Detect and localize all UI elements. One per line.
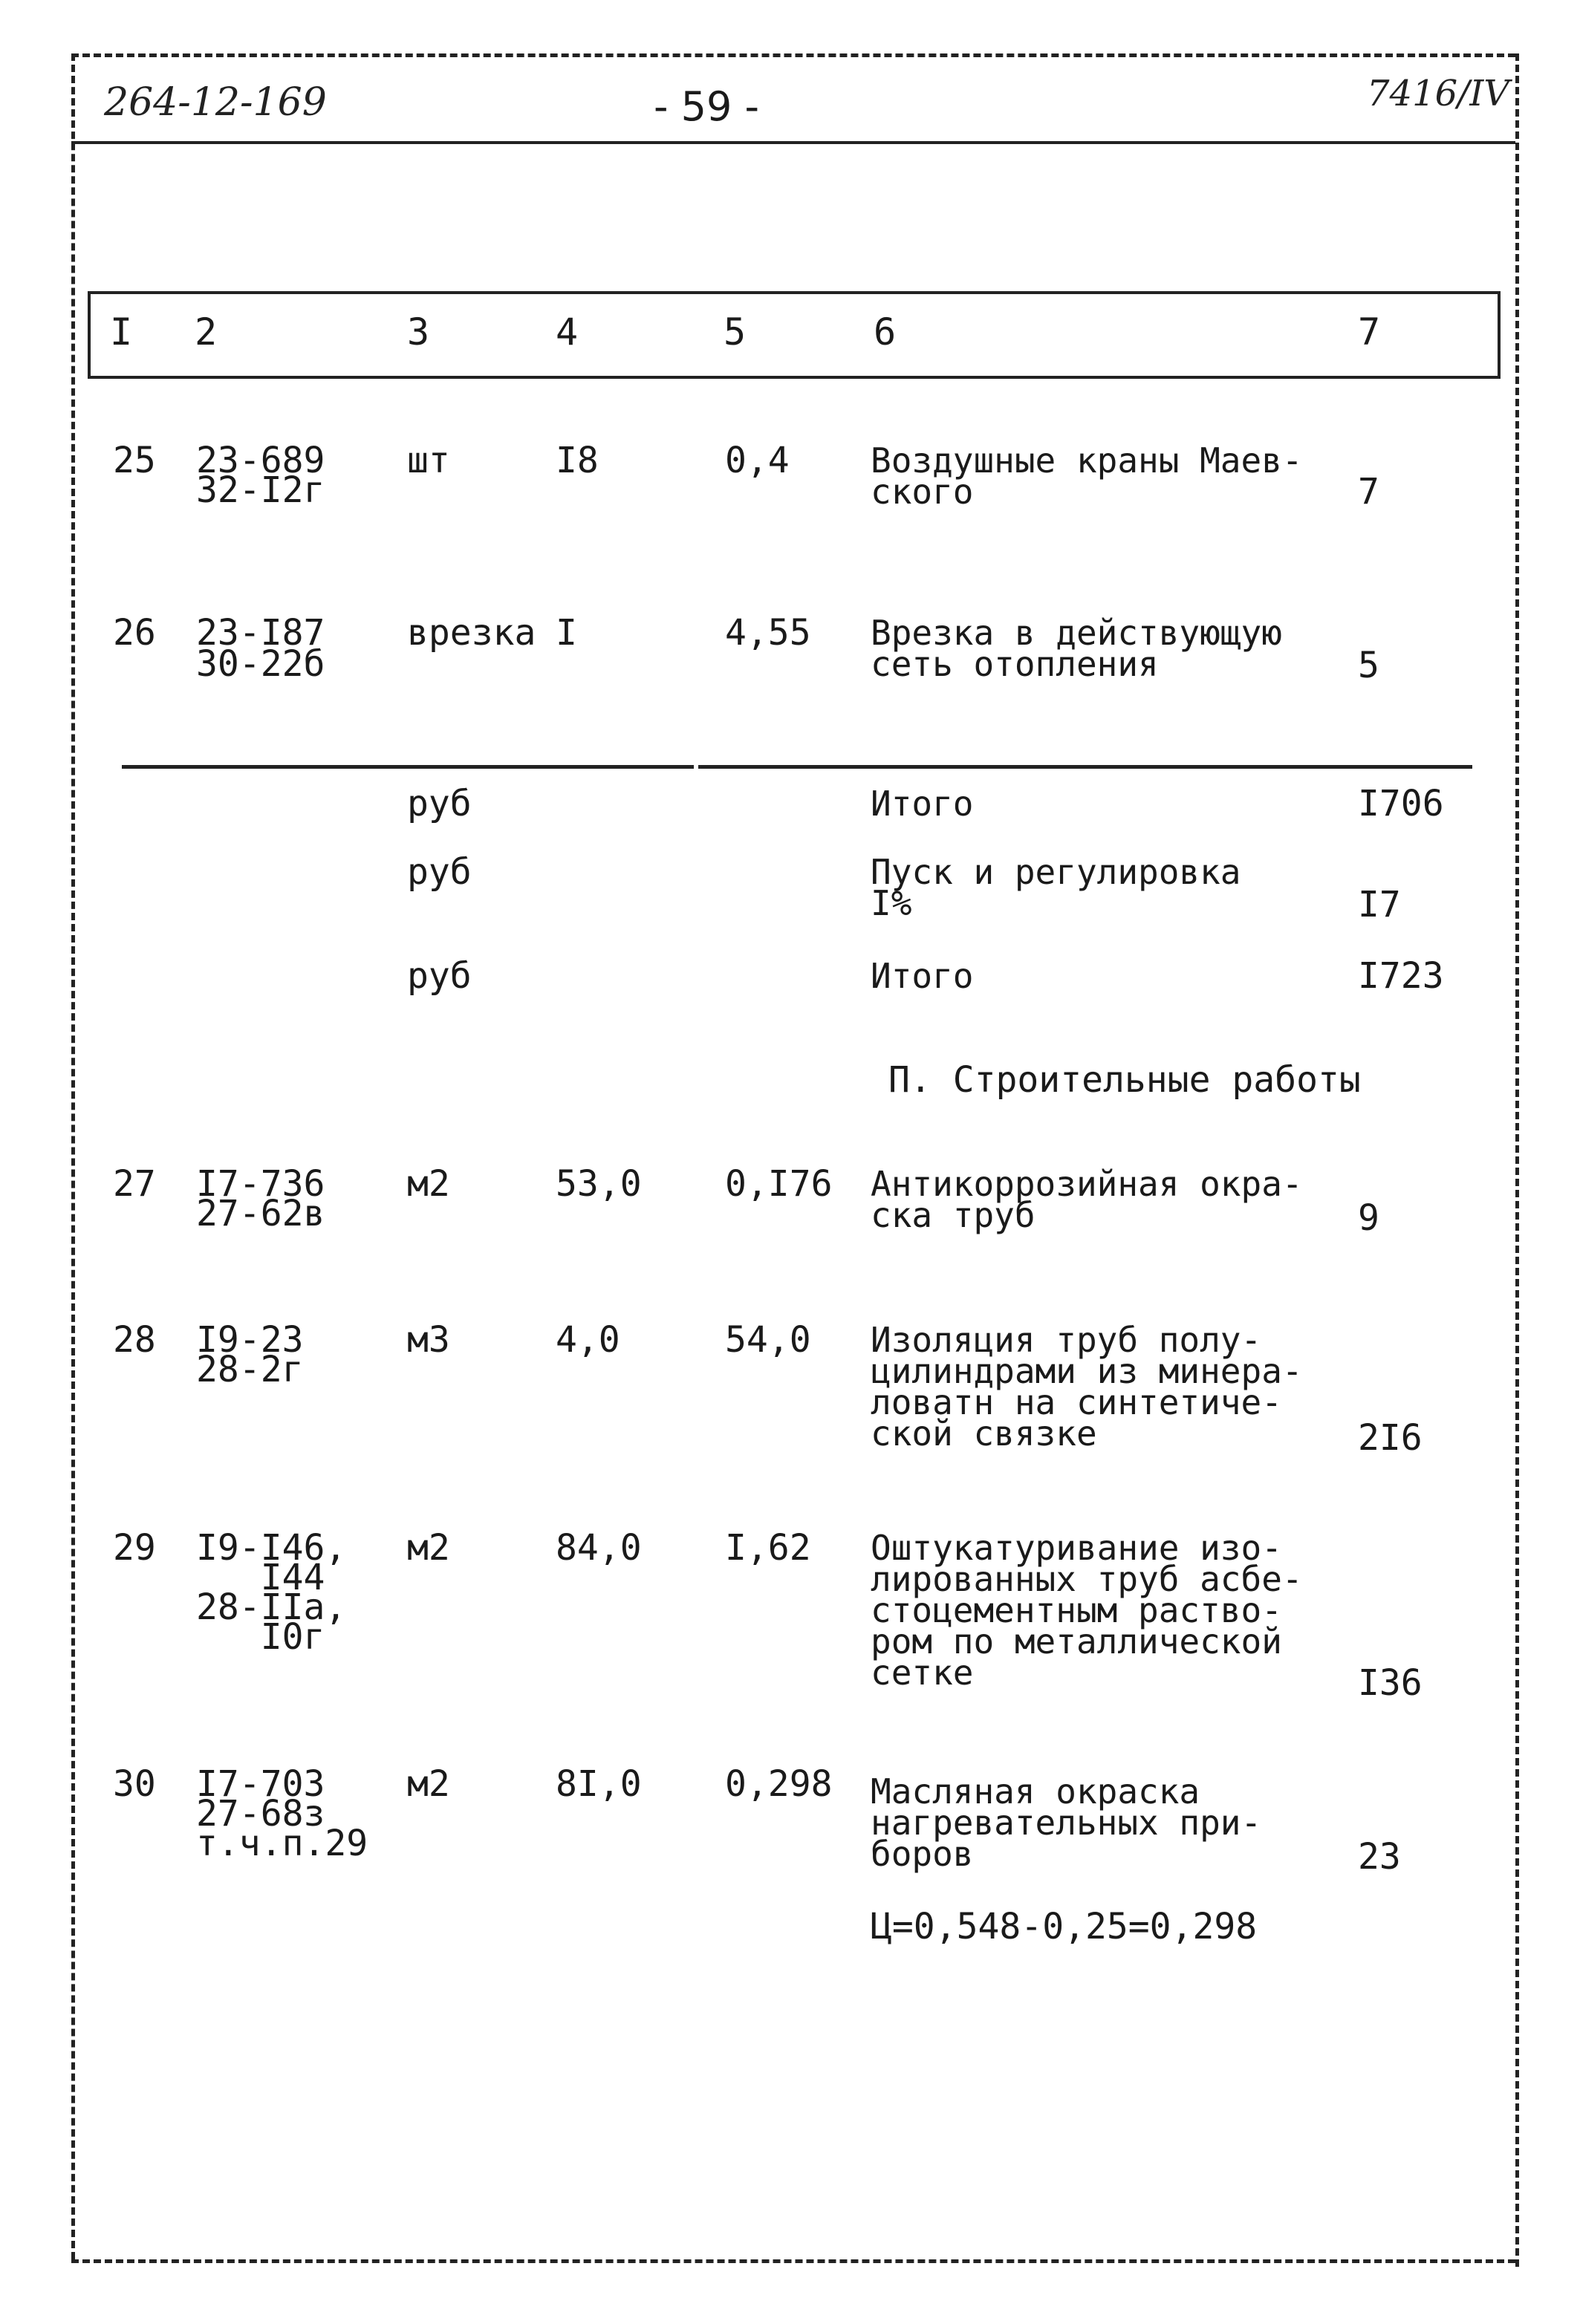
row-number: 26 bbox=[113, 612, 156, 654]
frame-border-right bbox=[1515, 53, 1519, 2267]
row-number: 30 bbox=[113, 1763, 156, 1805]
row-description: боров bbox=[871, 1834, 974, 1874]
row-number: 28 bbox=[113, 1319, 156, 1361]
row-description: ской связке bbox=[871, 1413, 1097, 1454]
row-price: I,62 bbox=[725, 1527, 811, 1569]
column-header: 3 bbox=[407, 310, 430, 354]
row-price: 0,I76 bbox=[725, 1163, 833, 1205]
row-code: I9-23 bbox=[196, 1319, 304, 1361]
row-quantity: 4,0 bbox=[556, 1319, 620, 1361]
frame-border-bottom bbox=[71, 2259, 1515, 2263]
row-code: I7-703 bbox=[196, 1763, 325, 1805]
column-header: 2 bbox=[195, 310, 218, 354]
column-header: 6 bbox=[874, 310, 897, 354]
row-price: 0,4 bbox=[725, 440, 790, 481]
row-quantity: I bbox=[556, 612, 577, 654]
row-quantity: 8I,0 bbox=[556, 1763, 642, 1805]
summary-unit: руб bbox=[407, 955, 472, 997]
row-code: 30-22б bbox=[196, 643, 325, 685]
row-description: стоцементным раство- bbox=[871, 1590, 1282, 1630]
section-separator bbox=[698, 765, 1472, 769]
column-header-box bbox=[88, 291, 1501, 379]
row-description: ска труб bbox=[871, 1195, 1036, 1235]
row-code: 28-2г bbox=[196, 1349, 304, 1390]
doc-code: 264-12-169 bbox=[104, 80, 327, 125]
row-description: Врезка в действующую bbox=[871, 613, 1282, 653]
row-description: Масляная окраска bbox=[871, 1771, 1200, 1812]
summary-unit: руб bbox=[407, 851, 472, 893]
header-rule bbox=[71, 141, 1515, 144]
summary-value: I723 bbox=[1358, 955, 1444, 997]
page-number: - 59 - bbox=[654, 83, 760, 130]
row-unit: м3 bbox=[407, 1319, 450, 1361]
row-code: 23-689 bbox=[196, 440, 325, 481]
row-total: 2I6 bbox=[1358, 1417, 1423, 1459]
row-code: 27-68з bbox=[196, 1793, 325, 1835]
row-quantity: 53,0 bbox=[556, 1163, 642, 1205]
column-header: I bbox=[110, 310, 133, 354]
row-description: ром по металлической bbox=[871, 1621, 1282, 1661]
row-total: 9 bbox=[1358, 1197, 1379, 1239]
summary-label: Пуск и регулировка bbox=[871, 852, 1241, 892]
row-unit: м2 bbox=[407, 1163, 450, 1205]
row-description: Оштукатуривание изо- bbox=[871, 1528, 1282, 1568]
sheet-code: 7416/IV bbox=[1367, 73, 1509, 114]
row-number: 29 bbox=[113, 1527, 156, 1569]
row-code: т.ч.п.29 bbox=[196, 1823, 368, 1864]
row-total: 23 bbox=[1358, 1836, 1401, 1878]
row-code: 32-I2г bbox=[196, 469, 325, 511]
row-description: сетке bbox=[871, 1653, 974, 1693]
row-code: 23-I87 bbox=[196, 612, 325, 654]
row-code: I9-I46, bbox=[196, 1527, 347, 1569]
section-separator bbox=[122, 765, 694, 769]
frame-border-top bbox=[71, 53, 1515, 57]
row-code: I44 bbox=[196, 1557, 325, 1598]
row-unit: м2 bbox=[407, 1527, 450, 1569]
row-description: ского bbox=[871, 472, 974, 512]
summary-label: I% bbox=[871, 883, 912, 923]
row-description: Воздушные краны Маев- bbox=[871, 440, 1303, 481]
column-header: 4 bbox=[556, 310, 579, 354]
summary-value: I7 bbox=[1358, 884, 1401, 925]
row-unit: шт bbox=[407, 440, 450, 481]
column-header: 5 bbox=[724, 310, 747, 354]
row-price: 4,55 bbox=[725, 612, 811, 654]
row-description: Изоляция труб полу- bbox=[871, 1320, 1262, 1360]
summary-label: Итого bbox=[871, 956, 974, 996]
row-total: I36 bbox=[1358, 1662, 1423, 1704]
summary-value: I706 bbox=[1358, 783, 1444, 824]
row-code: 27-62в bbox=[196, 1193, 325, 1234]
summary-label: Итого bbox=[871, 784, 974, 824]
price-formula: Ц=0,548-0,25=0,298 bbox=[871, 1906, 1258, 1947]
row-total: 7 bbox=[1358, 471, 1379, 512]
row-price: 0,298 bbox=[725, 1763, 833, 1805]
row-quantity: I8 bbox=[556, 440, 599, 481]
row-unit: врезка bbox=[407, 612, 536, 654]
row-description: сеть отопления bbox=[871, 644, 1159, 684]
summary-unit: руб bbox=[407, 783, 472, 824]
row-number: 27 bbox=[113, 1163, 156, 1205]
row-code: 28-IIa, bbox=[196, 1586, 347, 1628]
row-description: ловатн на синтетиче- bbox=[871, 1382, 1282, 1422]
row-description: Антикоррозийная окра- bbox=[871, 1164, 1303, 1204]
row-price: 54,0 bbox=[725, 1319, 811, 1361]
section-title: П. Строительные работы bbox=[888, 1059, 1361, 1101]
row-description: нагревательных при- bbox=[871, 1803, 1262, 1843]
row-quantity: 84,0 bbox=[556, 1527, 642, 1569]
row-code: I7-736 bbox=[196, 1163, 325, 1205]
row-unit: м2 bbox=[407, 1763, 450, 1805]
row-code: I0г bbox=[196, 1616, 325, 1658]
row-total: 5 bbox=[1358, 645, 1379, 686]
row-number: 25 bbox=[113, 440, 156, 481]
frame-border-left bbox=[71, 53, 75, 2259]
row-description: цилиндрами из минера- bbox=[871, 1351, 1303, 1391]
row-description: лированных труб асбе- bbox=[871, 1559, 1303, 1599]
column-header: 7 bbox=[1358, 310, 1381, 354]
